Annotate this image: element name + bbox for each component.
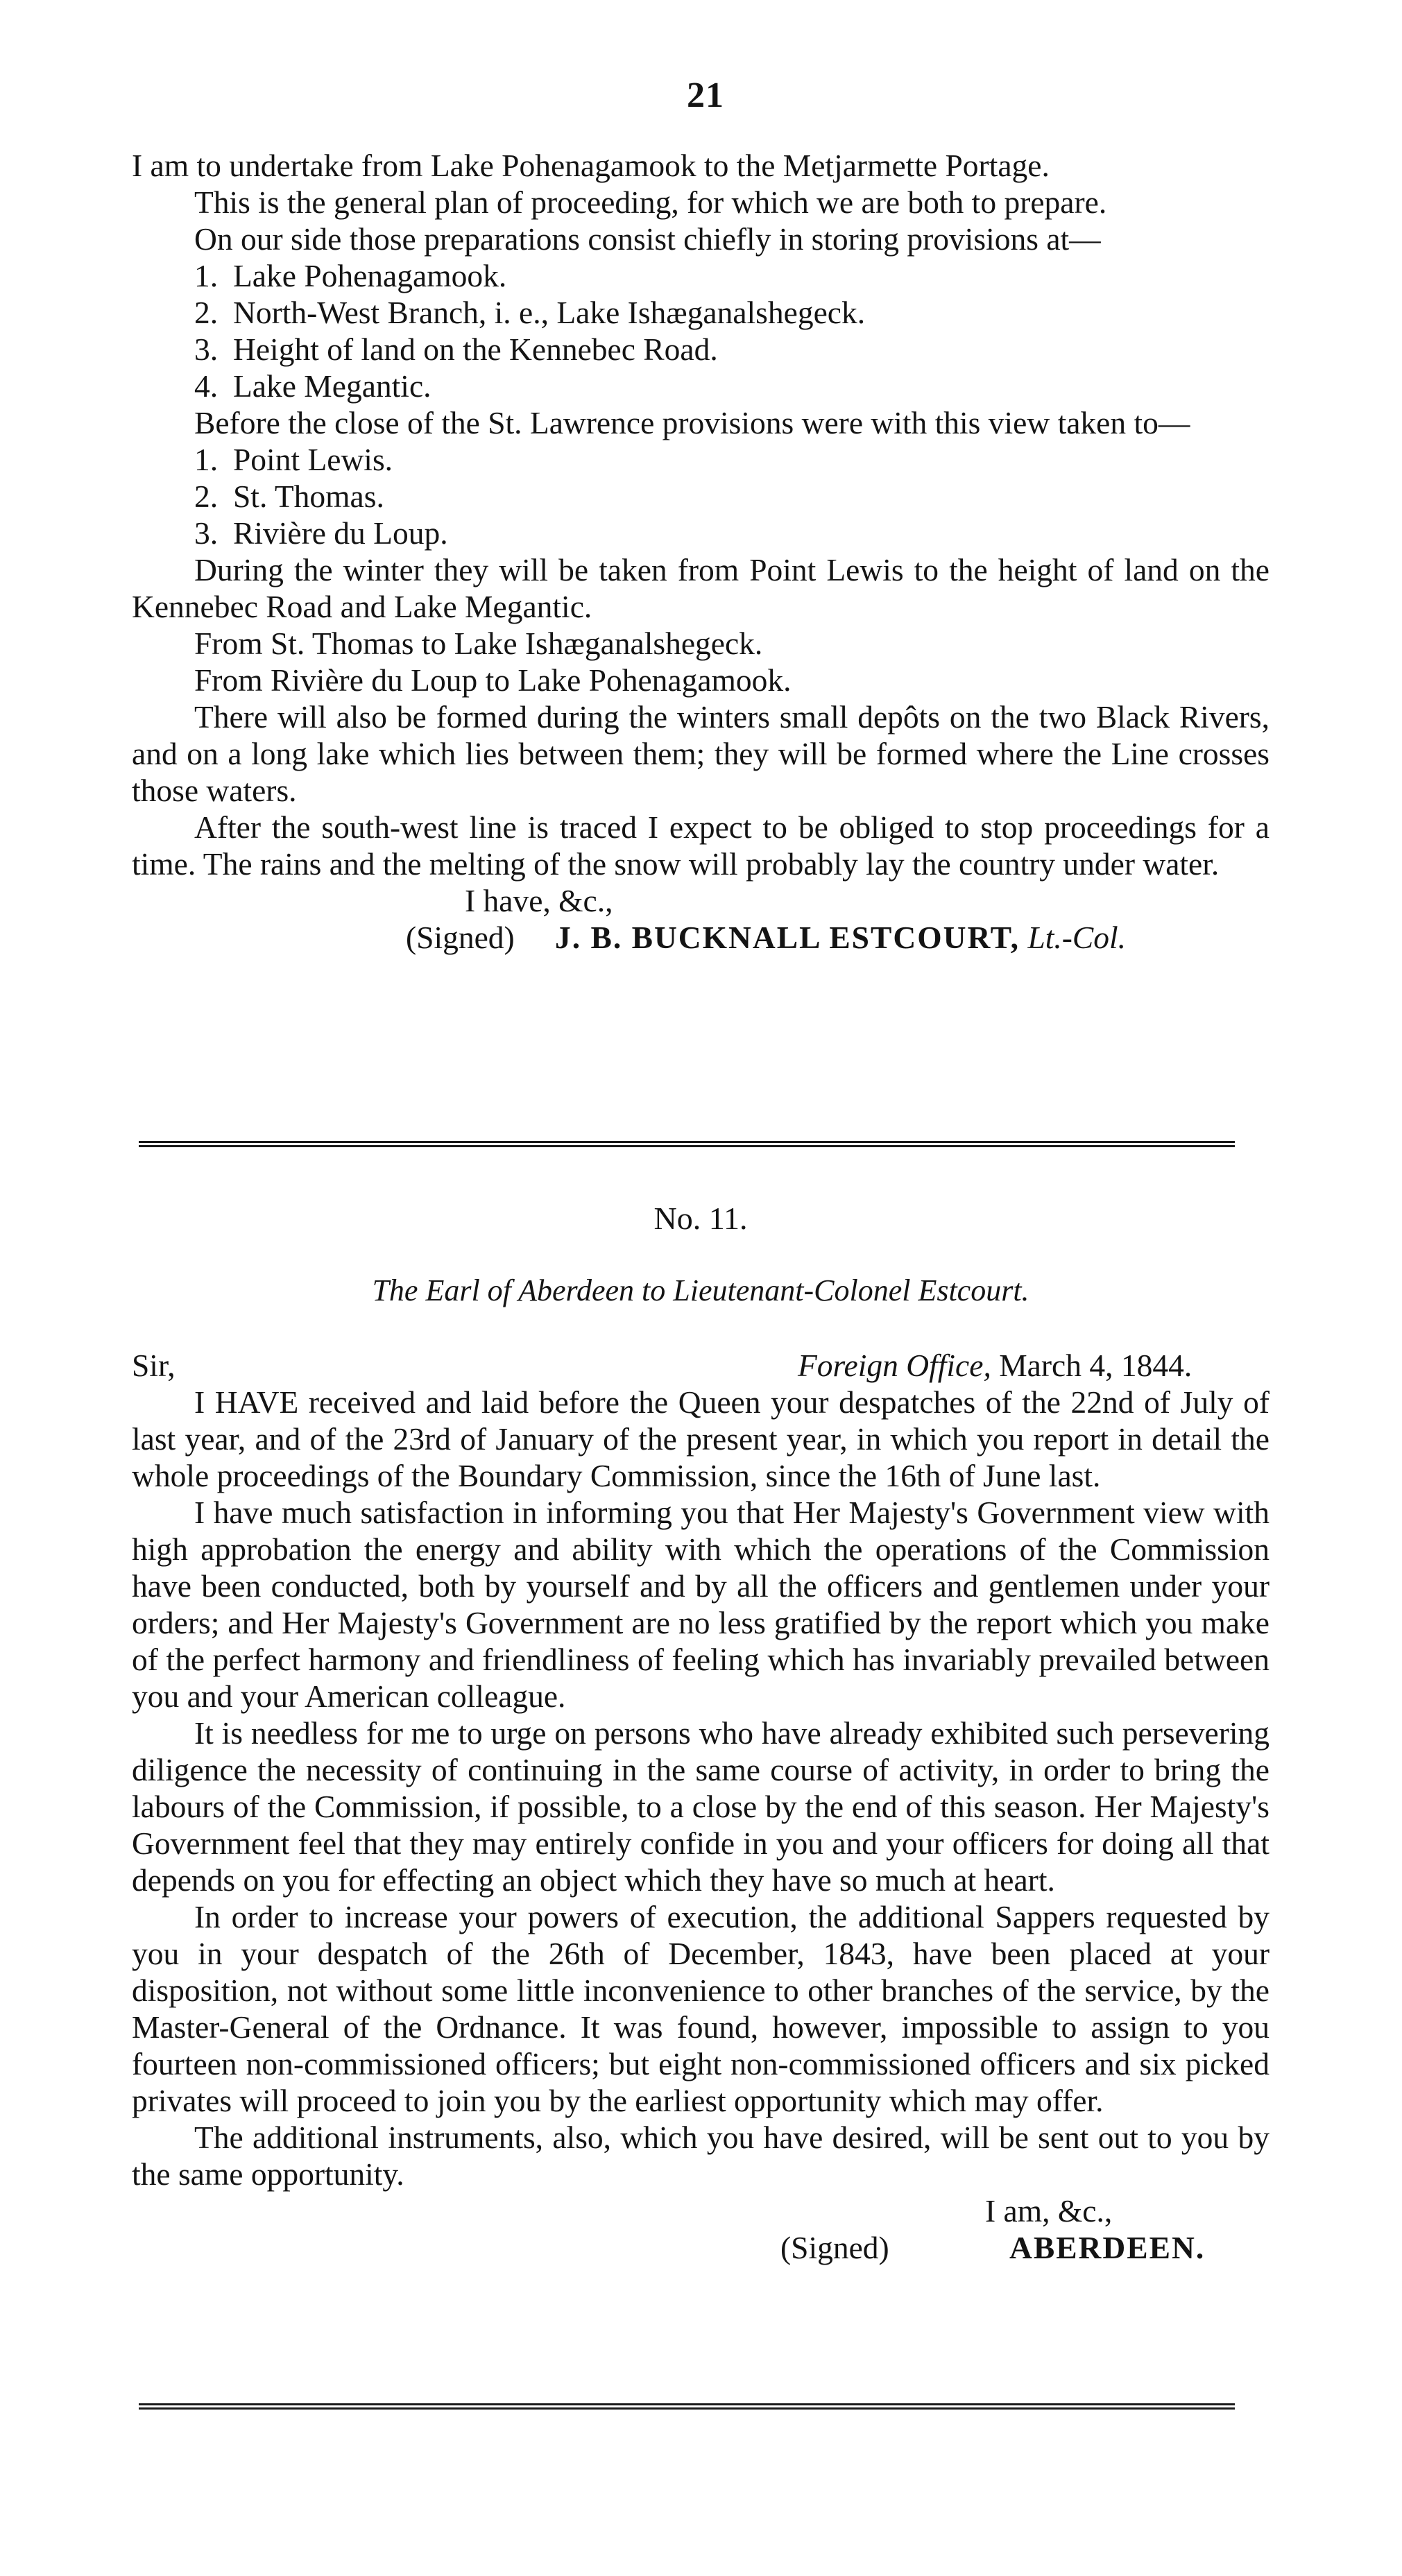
paragraph: This is the general plan of proceeding, for which we are both to prepare. [194,184,1107,220]
signature-line [132,919,1270,956]
closing-line [132,882,1270,919]
signature-line [132,2229,1270,2266]
paragraph: It is needless for me to urge on persons who have already exhibited such persevering diligence the necessity of continuing in the same course of activity, in order to bring the labours of the Commission, if possible, to a close by the end of this season. Her Majesty's Government feel that they may entirely confide in you and your officers for doing all that depends on you for effecting an object which they have so much at heart. [132,1715,1270,1898]
list-item: 2. North-West Branch, i. e., Lake Ishæganalshegeck. [194,295,866,330]
taken-to-list [132,441,1270,551]
signature: J. B. BUCKNALL ESTCOURT, Lt.-Col. [555,920,1127,955]
list-item: 3. Rivière du Loup. [194,515,448,551]
letter-title: The Earl of Aberdeen to Lieutenant-Colonel Estcourt. [372,1273,1029,1307]
closing-line [132,2192,1270,2229]
document-number: No. 11. [653,1201,748,1236]
signer-rank: Lt.-Col. [1027,920,1127,955]
paragraph: During the winter they will be taken from Point Lewis to the height of land on the Kennebec Road and Lake Megantic. [132,552,1270,624]
signed-label: (Signed) [780,2230,889,2265]
letter-continuation [132,147,1270,956]
paragraph: After the south-west line is traced I expect to be obliged to stop proceedings for a time. The rains and the melting of the snow will probably lay the country under water. [132,809,1270,882]
list-item: 2. St. Thomas. [194,479,384,514]
dateline [132,1347,1270,1384]
page-number: 21 [687,76,724,115]
salutation: Sir, [132,1348,176,1383]
closing: I have, &c., [465,883,613,918]
list-item: 1. Lake Pohenagamook. [194,258,507,293]
storage-list [132,257,1270,404]
list-item: 3. Height of land on the Kennebec Road. [194,332,718,367]
paragraph: On our side those preparations consist chiefly in storing provisions at— [194,221,1101,257]
paragraph: I have much satisfaction in informing you that Her Majesty's Government view with high approbation the energy and ability with which the operations of the Commission have been conducted, both by yourself and by all the officers and gentlemen under your orders; and Her Majesty's Government are no less gratified by the report which you make of the perfect harmony and friendliness of feeling which has invariably prevailed between you and your American colleague. [132,1495,1270,1714]
opening-paragraph: I am to undertake from Lake Pohenagamook to the Metjarmette Portage. [132,148,1050,183]
paragraph: I HAVE received and laid before the Queen your despatches of the 22nd of July of last year, and of the 23rd of January of the present year, in which you report in detail the whole proceedings of the Boundary Commission, since the 16th of June last. [132,1384,1270,1493]
list-item: 1. Point Lewis. [194,442,393,477]
paragraph: Before the close of the St. Lawrence provisions were with this view taken to— [194,405,1190,440]
paragraph: There will also be formed during the winters small depôts on the two Black Rivers, and on a long lake which lies between them; they will be formed where the Line crosses those waters. [132,699,1270,808]
signed-label: (Signed) [406,920,515,955]
letter-body [132,1347,1270,2266]
paragraph: From St. Thomas to Lake Ishæganalshegeck. [194,626,763,661]
list-item: 4. Lake Megantic. [194,368,431,404]
place: Foreign Office, [798,1348,991,1383]
paragraph: The additional instruments, also, which you have desired, will be sent out to you by the same opportunity. [132,2120,1270,2192]
signature: ABERDEEN. [1009,2230,1206,2265]
section-divider [139,1141,1235,1147]
paragraph: In order to increase your powers of execution, the additional Sappers requested by you in your despatch of the 26th of December, 1843, have been placed at your disposition, not without some little inconvenience to other branches of the service, by the Master-General of the Ordnance. It was found, however, impossible to assign to you fourteen non-commissioned officers; but eight non-commissioned officers and six picked privates will proceed to join you by the earliest opportunity which may offer. [132,1899,1270,2118]
date: March 4, 1844. [999,1348,1192,1383]
paragraph: From Rivière du Loup to Lake Pohenagamook. [194,662,792,698]
section-divider [139,2403,1235,2410]
closing: I am, &c., [985,2193,1113,2229]
